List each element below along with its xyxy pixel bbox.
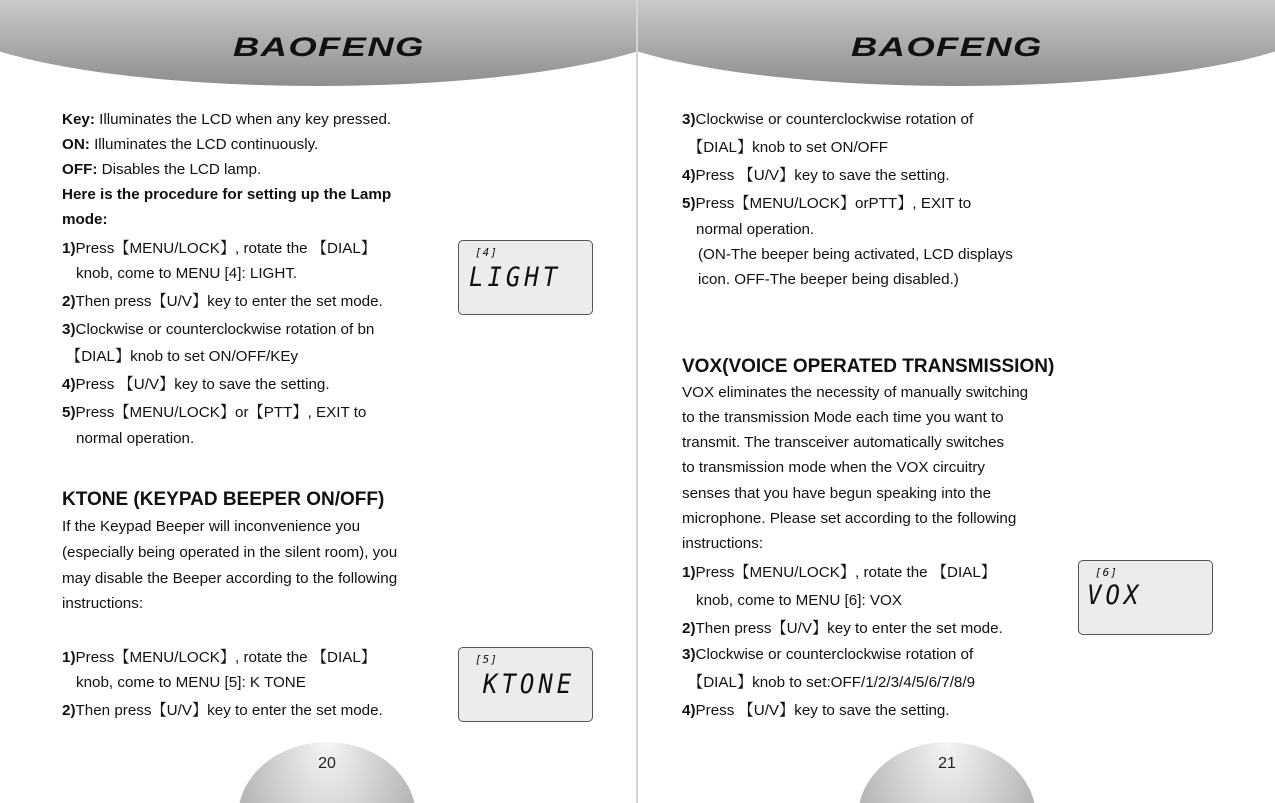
vox-heading: VOX(VOICE OPERATED TRANSMISSION): [682, 356, 1055, 377]
vox-step-2: 2)Then press【U/V】key to enter the set mode.: [682, 620, 1003, 637]
step-5-cont: normal operation.: [76, 430, 195, 447]
ktone-para-2: (especially being operated in the silent room), you: [62, 544, 398, 561]
ktone-para-1: If the Keypad Beeper will inconvenience you: [62, 518, 361, 535]
page-number: 20: [318, 755, 336, 772]
lcd-display-ktone: [458, 647, 593, 722]
step-5-cont: normal operation.: [696, 221, 815, 238]
step-3-cont: 【DIAL】knob to set ON/OFF: [688, 139, 889, 156]
ktone-para-4: instructions:: [62, 595, 144, 612]
ktone-step-1-cont: knob, come to MENU [5]: K TONE: [76, 674, 306, 691]
brand-logo: BAOFENG: [233, 32, 425, 62]
step-2: 2)Then press【U/V】key to enter the set mode.: [62, 293, 383, 310]
vox-para-6: microphone. Please set according to the following: [682, 510, 1017, 527]
off-line: OFF: Disables the LCD lamp.: [62, 161, 262, 178]
brand-logo: BAOFENG: [851, 32, 1043, 62]
vox-step-1-cont: knob, come to MENU [6]: VOX: [696, 592, 902, 609]
page-number: 21: [938, 755, 956, 772]
lcd-menu-code: [6]: [1095, 566, 1118, 579]
ktone-step-1: 1)Press【MENU/LOCK】, rotate the 【DIAL】: [62, 649, 376, 666]
ktone-para-3: may disable the Beeper according to the following: [62, 570, 398, 587]
lcd-menu-code: [4]: [475, 246, 498, 259]
lcd-display-light: [458, 240, 593, 315]
step-4: 4)Press 【U/V】key to save the setting.: [62, 376, 330, 393]
ktone-step-2: 2)Then press【U/V】key to enter the set mode.: [62, 702, 383, 719]
step-3-cont: 【DIAL】knob to set ON/OFF/KEy: [66, 348, 299, 365]
step-3: 3)Clockwise or counterclockwise rotation of bn: [62, 321, 375, 338]
lcd-menu-code: [5]: [475, 653, 498, 666]
vox-step-1: 1)Press【MENU/LOCK】, rotate the 【DIAL】: [682, 564, 996, 581]
step-4: 4)Press 【U/V】key to save the setting.: [682, 167, 950, 184]
manual-page-right: [638, 0, 1275, 803]
key-line: Key: Illuminates the LCD when any key pressed.: [62, 111, 392, 128]
vox-para-5: senses that you have begun speaking into the: [682, 485, 992, 502]
vox-step-4: 4)Press 【U/V】key to save the setting.: [682, 702, 950, 719]
step-3: 3)Clockwise or counterclockwise rotation of: [682, 111, 974, 128]
vox-para-7: instructions:: [682, 535, 764, 552]
lcd-display-vox: [1078, 560, 1213, 635]
step-5: 5)Press【MENU/LOCK】orPTT】, EXIT to: [682, 195, 972, 212]
vox-step-3: 3)Clockwise or counterclockwise rotation of: [682, 646, 974, 663]
step-1: 1)Press【MENU/LOCK】, rotate the 【DIAL】: [62, 240, 376, 257]
vox-para-4: to transmission mode when the VOX circuitry: [682, 459, 986, 476]
vox-para-1: VOX eliminates the necessity of manually switching: [682, 384, 1029, 401]
lamp-procedure-heading-cont: mode:: [62, 211, 108, 228]
lcd-text: LIGHT: [469, 261, 562, 293]
ktone-heading: KTONE (KEYPAD BEEPER ON/OFF): [62, 489, 385, 510]
beeper-note-2: icon. OFF-The beeper being disabled.): [698, 271, 959, 288]
on-line: ON: Illuminates the LCD continuously.: [62, 136, 319, 153]
lcd-text: KTONE: [483, 668, 576, 700]
beeper-note-1: (ON-The beeper being activated, LCD displays: [698, 246, 1013, 263]
manual-page-left: [0, 0, 637, 803]
vox-para-3: transmit. The transceiver automatically switches: [682, 434, 1005, 451]
step-1-cont: knob, come to MENU [4]: LIGHT.: [76, 265, 298, 282]
vox-step-3-cont: 【DIAL】knob to set:OFF/1/2/3/4/5/6/7/8/9: [688, 674, 976, 691]
lamp-procedure-heading: Here is the procedure for setting up the Lamp: [62, 186, 392, 203]
vox-para-2: to the transmission Mode each time you want to: [682, 409, 1004, 426]
lcd-text: VOX: [1087, 579, 1143, 611]
step-5: 5)Press【MENU/LOCK】or【PTT】, EXIT to: [62, 404, 367, 421]
